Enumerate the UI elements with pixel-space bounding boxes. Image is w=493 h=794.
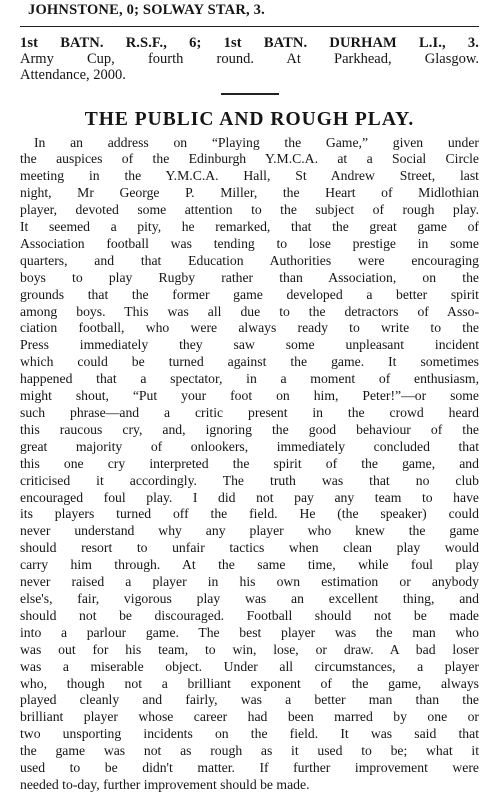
article-line: was a miserable object. Under all circumstances, a player — [20, 658, 479, 674]
article-line: two unsporting incidents on the field. It was said that — [20, 726, 479, 742]
article-line: great majority of onlookers, immediately concluded that — [20, 438, 479, 454]
article-line: Press immediately they saw some unpleasant incident — [20, 337, 479, 353]
article-line: might shout, “Put your foot on him, Peter!”—or some — [20, 388, 479, 404]
result-attendance-line: Attendance, 2000. — [20, 67, 126, 83]
article-line: never understand why any player who knew the game — [20, 523, 479, 539]
article-line: the auspices of the Edinburgh Y.M.C.A. at a Social Circle — [20, 151, 479, 167]
result-teams-line: 1st BATN. R.S.F., 6; 1st BATN. DURHAM L.I., 3. — [20, 35, 479, 51]
article-line: boys to play Rugby rather than Association, on the — [20, 269, 479, 285]
article-line: quarters, and that Education Authorities were encouraging — [20, 252, 479, 268]
article-line: criticised it accordingly. The truth was that no club — [20, 472, 479, 488]
article-line: the game was not as rough as it used to be; what it — [20, 743, 479, 759]
article-line: who, though not a brilliant exponent of the game, always — [20, 675, 479, 691]
article-line: this raucous cry, and, ignoring the good behaviour of the — [20, 421, 479, 437]
article-body — [20, 135, 479, 794]
article-line: into a parlour game. The best player was the man who — [20, 624, 479, 640]
article-line: this one cry interpreted the spirit of the game, and — [20, 455, 479, 471]
article-line: used to be didn't matter. If further improvement were — [20, 760, 479, 776]
article-line: night, Mr George P. Miller, the Heart of Midlothian — [20, 185, 479, 201]
article-line: carry him through. At the same time, while foul play — [20, 557, 479, 573]
article-line: ciation football, who were always ready to write to the — [20, 320, 479, 336]
article-line: was out for his team, to win, lose, or draw. A bad loser — [20, 641, 479, 657]
article-line: player, devoted some attention to the subject of rough play. — [20, 202, 479, 218]
article-line: which could be turned against the game. It sometimes — [20, 354, 479, 370]
article-line: its players turned off the field. He (the speaker) could — [20, 506, 479, 522]
article-line: such phrase—and a critic present in the crowd heard — [20, 405, 479, 420]
result-details-line: Army Cup, fourth round. At Parkhead, Glasgow. — [20, 51, 479, 67]
article-line: In an address on “Playing the Game,” given under — [34, 134, 479, 150]
article-line: happened that a spectator, in a moment of enthusiasm, — [20, 371, 479, 387]
article-line: needed to-day, further improvement should be made. — [20, 776, 310, 792]
article-line: encouraged foul play. I did not pay any team to have — [20, 489, 479, 505]
article-line: meeting in the Y.M.C.A. Hall, St Andrew Street, last — [20, 168, 479, 184]
article-line: Association football was tending to lose prestige in some — [20, 235, 479, 251]
article-line: else's, fair, vigorous play was an excellent thing, and — [20, 590, 479, 606]
article-line: never raised a player in his own estimation or anybody — [20, 574, 479, 590]
article-line: It seemed a pity, he remarked, that the great game of — [20, 219, 479, 235]
article-line: grounds that the former game developed a better spirit — [20, 286, 479, 302]
article-line: played cleanly and fairly, was a better man than the — [20, 692, 479, 708]
article-line: among boys. This was all due to the detractors of Asso- — [20, 303, 479, 319]
article-line: should not be discouraged. Football should not be made — [20, 607, 479, 623]
section-divider — [20, 26, 479, 27]
article-line: brilliant player whose career had been marred by one or — [20, 709, 479, 725]
article-line: should resort to unfair tactics when clean play would — [20, 540, 479, 556]
article-headline: THE PUBLIC AND ROUGH PLAY. — [84, 108, 415, 130]
score-line: JOHNSTONE, 0; SOLWAY STAR, 3. — [28, 2, 265, 18]
match-result — [20, 35, 479, 83]
short-divider — [221, 93, 279, 95]
